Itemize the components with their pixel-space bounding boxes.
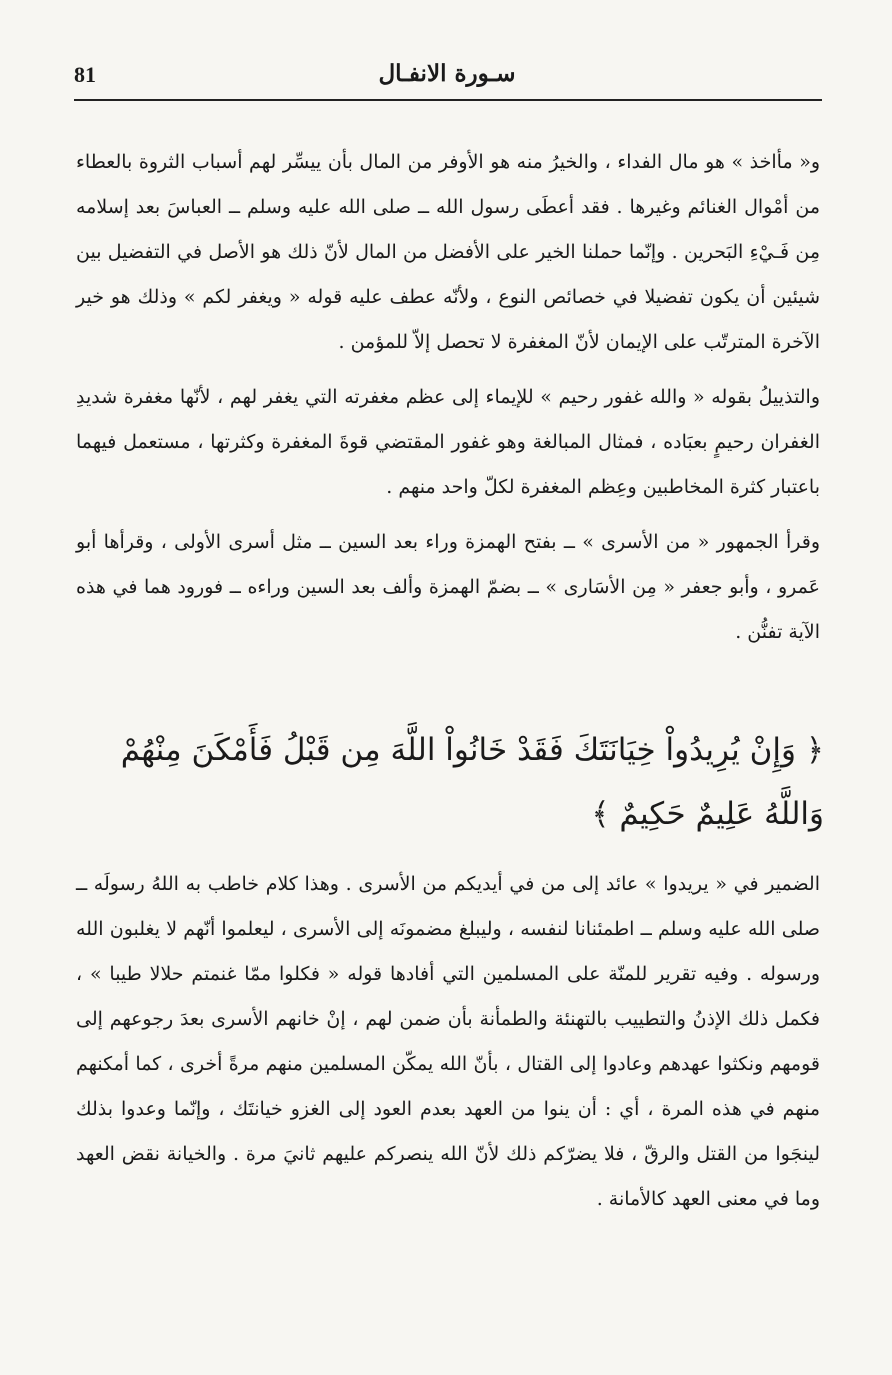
running-title: سـورة الانفـال xyxy=(378,60,516,87)
verse-line: وَاللَّهُ عَلِيمٌ حَكِيمٌ ﴾ xyxy=(591,796,824,832)
commentary-before-verse xyxy=(76,140,820,655)
verse-line: ﴿ وَإِنْ يُرِيدُواْ خِيَانَتَكَ فَقَدْ خَانُواْ اللَّهَ مِن قَبْلُ فَأَمْكَنَ مِنْهُمْ xyxy=(120,732,824,768)
page-number: 81 xyxy=(74,62,96,87)
paragraph: والتذييلُ بقوله « والله غفور رحيم » للإيماء إلى عظم مغفرته التي يغفر لهم ، لأنّها مغفرة شديدِ الغفران رحيمٍ بعبَاده ، فمثال المبالغة وهو غفور المقتضي قوةَ المغفرة وكثرتها ، مستعمل فيهما باعتبار كثرة المخاطبين وعِظم المغفرة لكلّ واحد منهم . xyxy=(76,386,820,498)
page-header xyxy=(72,52,822,96)
quran-verse xyxy=(72,718,824,846)
paragraph: وقرأ الجمهور « من الأسرى » ــ بفتح الهمزة وراء بعد السين ــ مثل أسرى الأولى ، وقرأها أبو عَمرو ، وأبو جعفر « مِن الأسَارى » ــ بضمّ الهمزة وألف بعد السين وراءه ــ فورود هما في هذه الآية تفنُّن . xyxy=(76,531,820,643)
commentary-after-verse xyxy=(76,862,820,1222)
paragraph: و« مأاخذ » هو مال الفداء ، والخيرُ منه هو الأوفر من المال بأن ييسِّر لهم أسباب الثروة بالعطاء من أمْوال الغنائم وغيرها . فقد أعطَى رسول الله ــ صلى الله عليه وسلم ــ العباسَ بعد إسلامه مِن فَـيْءِ البَحرين . وإنّما حملنا الخير على الأفضل من المال لأنّ ذلك هو الأصل في التفضيل بين شيئين أن يكون تفضيلا في خصائص النوع ، ولأنّه عطف عليه قوله « ويغفر لكم » وذلك هو خير الآخرة المترتّب على الإيمان لأنّ المغفرة لا تحصل إلاّ للمؤمن . xyxy=(76,151,821,353)
paragraph: الضمير في « يريدوا » عائد إلى من في أيديكم من الأسرى . وهذا كلام خاطب به اللهُ رسولَه ــ صلى الله عليه وسلم ــ اطمئنانا لنفسه ، وليبلغ مضمونَه إلى الأسرى ، ليعلموا أنّهم لا يغلبون الله ورسوله . وفيه تقرير للمنّة على المسلمين التي أفادها قوله « فكلوا ممّا غنمتم حلالا طيبا » ، فكمل ذلك الإذنُ والتطييب بالتهنئة والطمأنة بأن ضمن لهم ، إنْ خانهم الأسرى بعدَ رجوعهم إلى قومهم ونكثوا عهدهم وعادوا إلى القتال ، بأنّ الله يمكّن المسلمين منهم مرةً أخرى ، كما أمكنهم منهم في هذه المرة ، أي : أن ينوا من العهد بعدم العود إلى الغزو خيانتَك ، وإنّما وعدوا بذلك لينجَوا من القتل والرقّ ، فلا يضرّكم ذلك لأنّ الله ينصركم عليهم ثانيَ مرة . والخيانة نقض العهد وما في معنى العهد كالأمانة . xyxy=(76,873,820,1210)
header-divider xyxy=(74,99,822,101)
